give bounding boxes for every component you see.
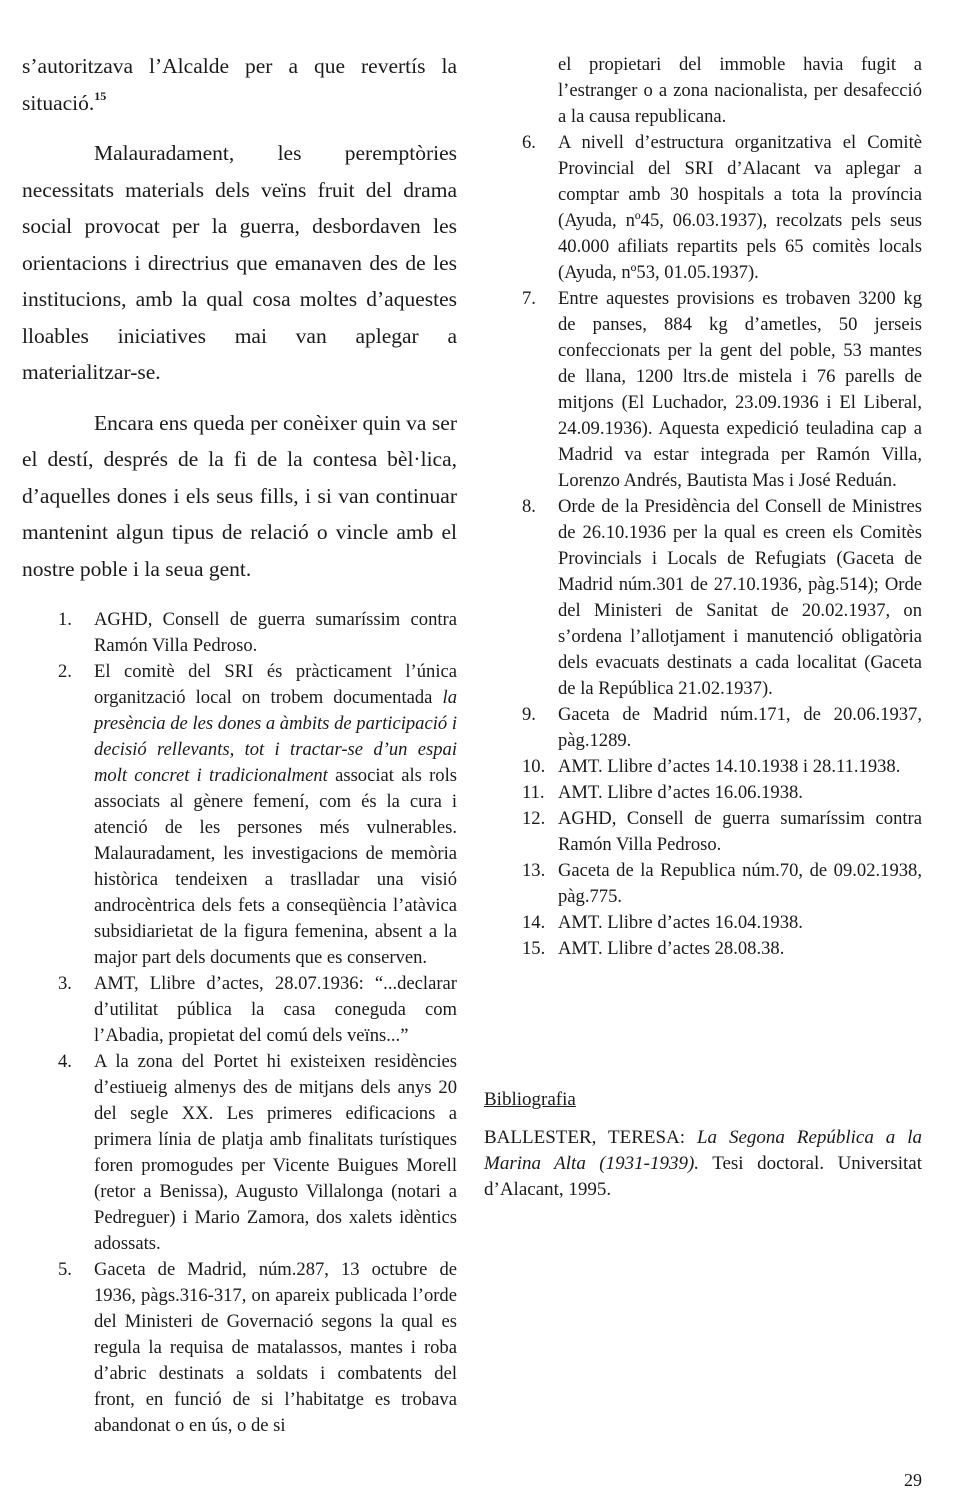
bibliography-heading: Bibliografia [484, 1089, 576, 1110]
footnote-number: 11. [522, 782, 545, 803]
bibliography-author: BALLESTER, TERESA: [484, 1127, 697, 1148]
footnote-number: 3. [58, 973, 72, 994]
left-column [22, 48, 457, 1439]
footnote-2 [22, 659, 457, 971]
bibliography-entry [484, 1125, 922, 1203]
paragraph-text: s’autoritzava l’Alcalde per a que revertís la situació. [22, 54, 457, 115]
footnote-6 [484, 130, 922, 286]
footnote-13 [484, 858, 922, 910]
footnote-text: A nivell d’estructura organitzativa el Comitè Provincial del SRI d’Alacant va aplegar a comptar amb 30 hospitals a tota la província (Ayuda, nº45, 06.03.1937), recolzats pels seus 40.000 afiliats repartits pels 65 comitès locals (Ayuda, nº53, 01.05.1937). [558, 132, 922, 283]
footnote-number: 4. [58, 1051, 72, 1072]
footnote-number: 15. [522, 938, 546, 959]
footnote-number: 13. [522, 860, 546, 881]
footnote-8 [484, 494, 922, 702]
footnote-4 [22, 1049, 457, 1257]
footnote-text: Gaceta de Madrid núm.171, de 20.06.1937, pàg.1289. [558, 704, 922, 751]
footnote-text: associat als rols associats al gènere femení, com és la cura i atenció de les persones més vulnerables. Malauradament, les investigacions de memòria històrica tendeixen a traslladar una visió androcèntrica dels fets a conseqüència l’atàvica subsidiarietat de la figura femenina, absent a la major part dels documents que es conserven. [94, 765, 457, 968]
footnote-text: AMT, Llibre d’actes, 28.07.1936: “...declarar d’utilitat pública la casa coneguda com l’Abadia, propietat del comú dels veïns...” [94, 973, 457, 1046]
footnote-italic-text: la presència de les dones a àmbits de participació i decisió rellevants, tot i tractar-se d’un espai molt concret i tradicionalment [94, 687, 457, 786]
footnote-14 [484, 910, 922, 936]
footnote-9 [484, 702, 922, 754]
footnote-12 [484, 806, 922, 858]
footnote-number: 6. [522, 132, 536, 153]
footnote-text: Gaceta de Madrid, núm.287, 13 octubre de 1936, pàgs.316-317, on apareix publicada l’orde del Ministeri de Governació segons la qual es regula la requisa de matalassos, mantes i roba d’abric destinats a soldats i combatents del front, en funció de si l’habitatge es trobava abandonat o en ús, o de si [94, 1259, 457, 1436]
footnotes-list-right [484, 52, 922, 962]
footnote-text: Gaceta de la Republica núm.70, de 09.02.1938, pàg.775. [558, 860, 922, 907]
right-column [484, 52, 922, 962]
footnote-number: 9. [522, 704, 536, 725]
footnote-5 [22, 1257, 457, 1439]
footnote-text: El comitè del SRI és pràcticament l’única organització local on trobem documentada [94, 661, 457, 708]
body-paragraph-1 [22, 48, 457, 121]
footnote-number: 10. [522, 756, 546, 777]
bibliography-title: La Segona República a la Marina Alta (1931-1939). [484, 1127, 922, 1174]
footnote-text: AMT. Llibre d’actes 16.06.1938. [558, 782, 803, 803]
body-paragraph-2: Malauradament, les peremptòries necessitats materials dels veïns fruit del drama social provocat per la guerra, desbordaven les orientacions i directrius que emanaven des de les institucions, amb la qual cosa moltes d’aquestes lloables iniciatives mai van aplegar a materialitzar-se. [22, 141, 457, 384]
footnote-number: 12. [522, 808, 546, 829]
footnote-number: 5. [58, 1259, 72, 1280]
footnote-reference: 15 [94, 88, 107, 103]
bibliography-section [484, 1087, 922, 1203]
footnote-5-continued: el propietari del immoble havia fugit a l’estranger o a zona nacionalista, per desafecció a la causa republicana. [558, 54, 922, 127]
footnote-text: AGHD, Consell de guerra sumaríssim contra Ramón Villa Pedroso. [558, 808, 922, 855]
footnote-10 [484, 754, 922, 780]
body-paragraph-3: Encara ens queda per conèixer quin va ser el destí, després de la fi de la contesa bèl·lica, d’aquelles dones i els seus fills, i si van continuar mantenint algun tipus de relació o vincle amb el nostre poble i la seua gent. [22, 410, 457, 581]
footnote-number: 1. [58, 609, 72, 630]
footnote-text: AGHD, Consell de guerra sumaríssim contra Ramón Villa Pedroso. [94, 609, 457, 656]
footnote-3 [22, 971, 457, 1049]
footnote-1 [22, 607, 457, 659]
footnote-text: AMT. Llibre d’actes 14.10.1938 i 28.11.1938. [558, 756, 901, 777]
footnote-text: Orde de la Presidència del Consell de Ministres de 26.10.1936 per la qual es creen els Comitès Provincials i Locals de Refugiats (Gaceta de Madrid núm.301 de 27.10.1936, pàg.514); Orde del Ministeri de Sanitat de 20.02.1937, on s’ordena l’allotjament i manutenció obligatòria dels evacuats destinats a cada localitat (Gaceta de la República 21.02.1937). [558, 496, 922, 699]
footnotes-list-left [22, 607, 457, 1439]
footnote-number: 14. [522, 912, 546, 933]
footnote-number: 2. [58, 661, 72, 682]
footnote-7 [484, 286, 922, 494]
footnote-text: AMT. Llibre d’actes 28.08.38. [558, 938, 785, 959]
page-number: 29 [904, 1470, 922, 1490]
footnote-number: 7. [522, 288, 536, 309]
bibliography-details: Tesi doctoral. Universitat d’Alacant, 1995. [484, 1153, 922, 1200]
footnote-11 [484, 780, 922, 806]
footnote-15 [484, 936, 922, 962]
footnote-number: 8. [522, 496, 536, 517]
footnote-text: A la zona del Portet hi existeixen residències d’estiueig almenys des de mitjans dels anys 20 del segle XX. Les primeres edificacions a primera línia de platja amb finalitats turístiques foren promogudes per Vicente Buigues Morell (retor a Benissa), Augusto Villalonga (notari a Pedreguer) i Mario Zamora, dos xalets idèntics adossats. [94, 1051, 457, 1254]
footnote-text: AMT. Llibre d’actes 16.04.1938. [558, 912, 803, 933]
footnote-text: Entre aquestes provisions es trobaven 3200 kg de panses, 884 kg d’ametles, 50 jerseis confeccionats per la gent del poble, 53 mantes de llana, 1200 ltrs.de mistela i 76 parells de mitjons (El Luchador, 23.09.1936 i El Liberal, 24.09.1936). Aquesta expedició teuladina cap a Madrid va estar integrada per Ramón Villa, Lorenzo Andrés, Bautista Mas i José Reduán. [558, 288, 922, 491]
